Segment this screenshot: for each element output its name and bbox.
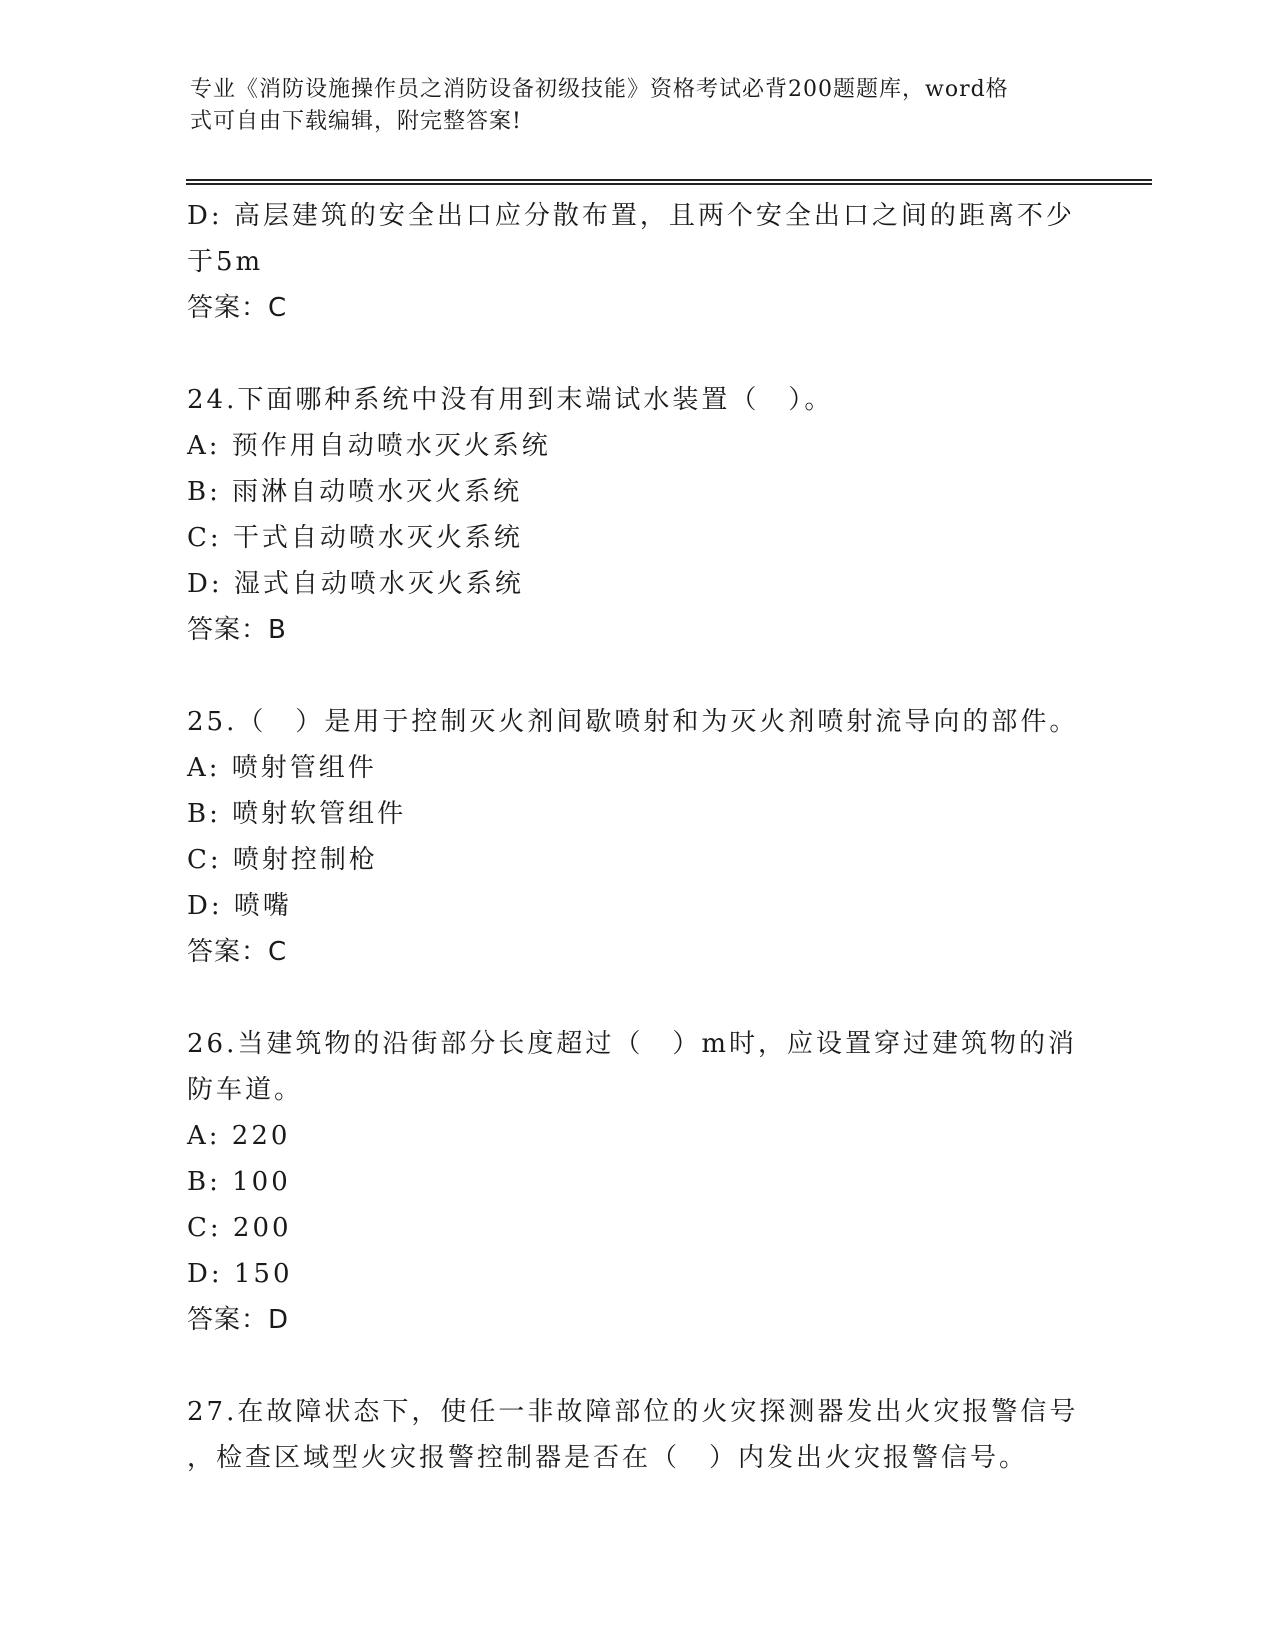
question-stem-line-2: ，检查区域型火灾报警控制器是否在（ ）内发出火灾报警信号。 (187, 1443, 1029, 1473)
spacer (187, 1343, 1087, 1389)
option-d: D: 喷嘴 (187, 891, 292, 921)
spacer (187, 653, 1087, 699)
option-b: B: 雨淋自动喷水灭火系统 (187, 477, 523, 507)
option-c: C: 喷射控制枪 (187, 845, 378, 875)
header-divider-bottom (186, 183, 1152, 185)
option-b: B: 100 (187, 1167, 291, 1197)
question-stem: 25.（ ）是用于控制灭火剂间歇喷射和为灭火剂喷射流导向的部件。 (187, 707, 1079, 737)
option-c: C: 200 (187, 1213, 292, 1243)
header-line-1: 专业《消防设施操作员之消防设备初级技能》资格考试必背200题题库，word格 (190, 77, 1009, 102)
answer-line: 答案：C (187, 293, 288, 323)
spacer (187, 975, 1087, 1021)
question-25 (187, 699, 1087, 975)
question-27 (187, 1389, 1087, 1481)
question-stem-line-1: 26.当建筑物的沿街部分长度超过（ ）m时，应设置穿过建筑物的消 (187, 1029, 1078, 1059)
option-d-line-2: 于5m (187, 247, 264, 277)
option-d-line-1: D: 高层建筑的安全出口应分散布置，且两个安全出口之间的距离不少 (187, 201, 1075, 231)
option-d: D: 湿式自动喷水灭火系统 (187, 569, 524, 599)
question-stem: 24.下面哪种系统中没有用到末端试水装置（ ）。 (187, 385, 834, 415)
header-line-2: 式可自由下载编辑，附完整答案! (190, 109, 522, 134)
option-a: A: 喷射管组件 (187, 753, 377, 783)
question-stem-line-2: 防车道。 (187, 1075, 304, 1105)
spacer (187, 331, 1087, 377)
header-divider-top (186, 179, 1152, 181)
question-24 (187, 377, 1087, 653)
document-header (190, 74, 1070, 138)
answer-line: 答案：B (187, 615, 287, 645)
question-stem-line-1: 27.在故障状态下，使任一非故障部位的火灾探测器发出火灾报警信号 (187, 1397, 1079, 1427)
option-a: A: 220 (187, 1121, 291, 1151)
answer-line: 答案：D (187, 1305, 290, 1335)
question-26 (187, 1021, 1087, 1343)
option-a: A: 预作用自动喷水灭火系统 (187, 431, 551, 461)
option-c: C: 干式自动喷水灭火系统 (187, 523, 523, 553)
question-23-tail (187, 193, 1087, 331)
document-body (187, 193, 1087, 1481)
answer-line: 答案：C (187, 937, 288, 967)
option-b: B: 喷射软管组件 (187, 799, 407, 829)
option-d: D: 150 (187, 1259, 293, 1289)
